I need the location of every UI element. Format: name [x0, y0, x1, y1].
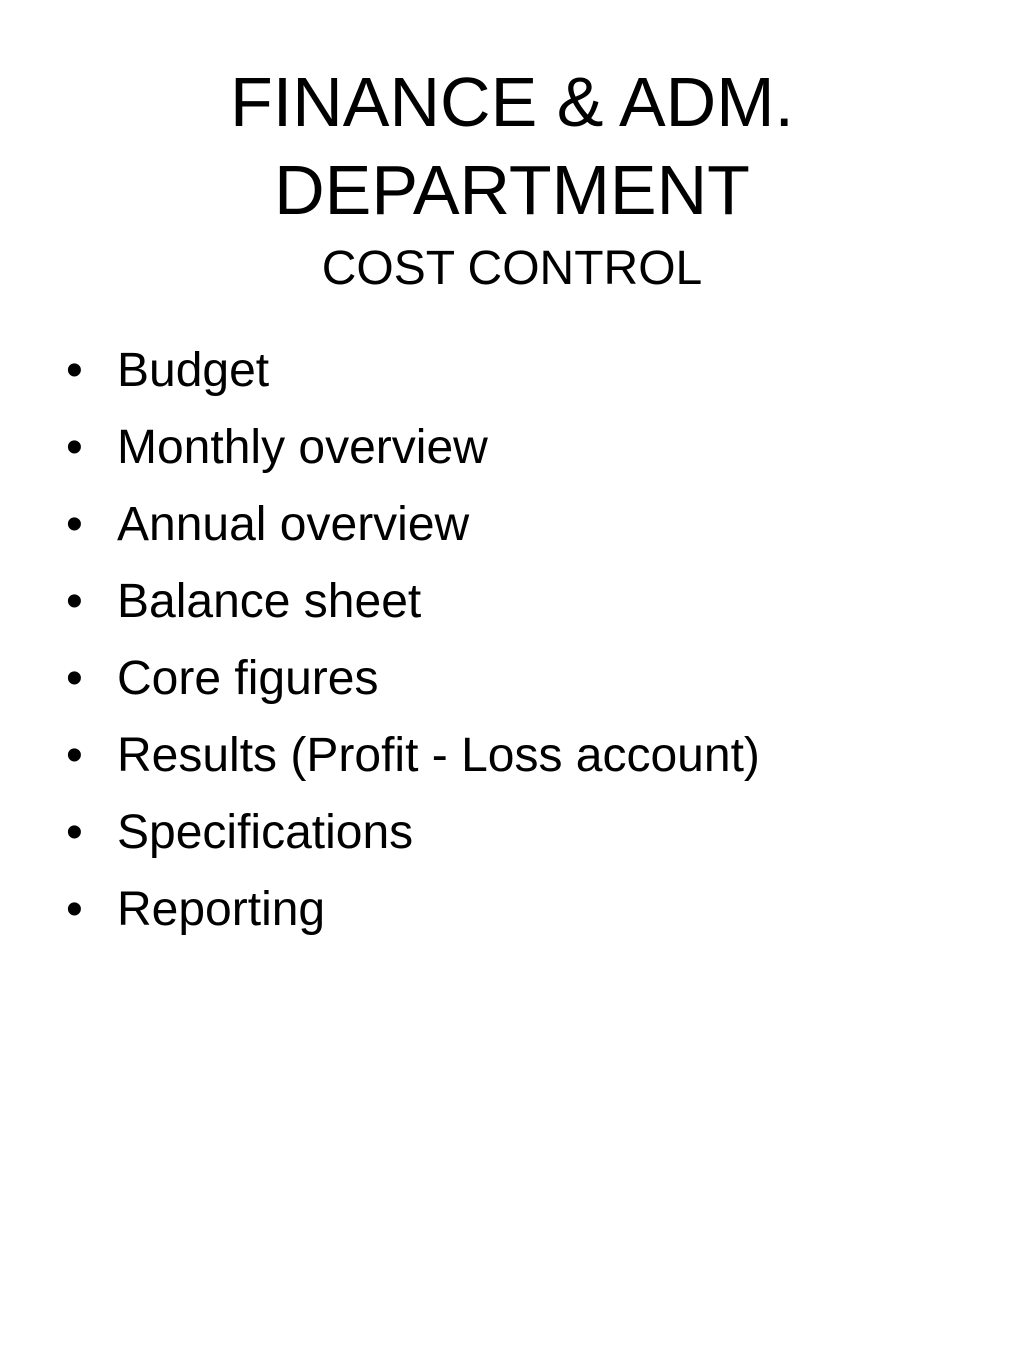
slide-title-line-2: DEPARTMENT — [274, 151, 750, 229]
bullet-text: Core figures — [117, 652, 379, 705]
bullet-dot-icon: • — [66, 806, 83, 859]
bullet-text: Annual overview — [117, 498, 470, 551]
bullet-dot-icon: • — [66, 498, 83, 551]
bullet-dot-icon: • — [66, 652, 83, 705]
slide-subtitle: COST CONTROL — [321, 242, 703, 295]
bullet-dot-icon: • — [66, 729, 83, 782]
bullet-dot-icon: • — [66, 575, 83, 628]
slide-title-line-1: FINANCE & ADM. — [230, 63, 794, 141]
bullet-text: Monthly overview — [117, 421, 488, 474]
slide-title-block — [0, 58, 1024, 300]
bullet-text: Balance sheet — [117, 575, 422, 628]
bullet-dot-icon: • — [66, 421, 83, 474]
bullet-text: Results (Profit - Loss account) — [117, 729, 760, 782]
bullet-text: Specifications — [117, 806, 414, 859]
bullet-text: Reporting — [117, 883, 326, 936]
bullet-dot-icon: • — [66, 344, 83, 397]
bullet-text: Budget — [117, 344, 270, 397]
bullet-dot-icon: • — [66, 883, 83, 936]
